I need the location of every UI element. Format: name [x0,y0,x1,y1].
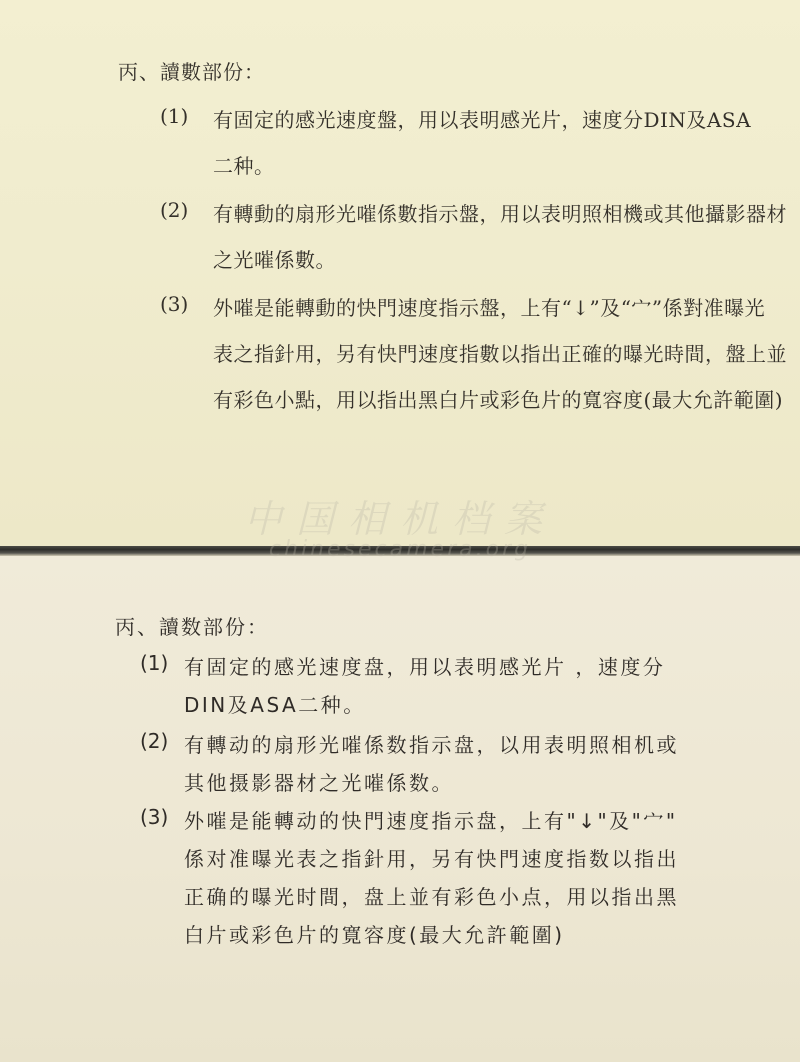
item-number: (2) [140,729,169,753]
item-line: 之光嗺係數。 [213,248,336,272]
section-heading: 丙、讀数部份： [115,615,269,639]
item-line: 白片或彩色片的寛容度(最大允許範圍) [184,923,565,947]
item-number: (3) [140,805,169,829]
item-line: 有固定的感光速度盤，用以表明感光片，速度分DIN及ASA [213,108,752,132]
item-line: 二种。 [213,154,275,178]
item-line: 有轉动的扇形光嗺係数指示盘，以用表明照相机或 [184,733,679,757]
item-line: 表之指針用，另有快門速度指數以指出正確的曝光時間，盤上並 [213,342,787,366]
page-seam [0,546,800,556]
item-number: (2) [160,198,189,222]
item-line: 外嗺是能轉動的快門速度指示盤，上有“↓”及“宀”係對准曝光 [213,296,766,320]
document-page-bottom [0,556,800,1062]
section-heading: 丙、讀數部份： [118,60,265,84]
item-line: 有轉動的扇形光嗺係數指示盤，用以表明照相機或其他攝影器材 [213,202,787,226]
item-line: 係对准曝光表之指針用，另有快門速度指数以指出 [184,847,679,871]
item-number: (1) [140,651,169,675]
item-line: 外嗺是能轉动的快門速度指示盘，上有"↓"及"宀" [184,809,678,833]
item-line: DIN及ASA二种。 [184,693,366,717]
item-number: (3) [160,292,189,316]
item-line: 有固定的感光速度盘，用以表明感光片 ，速度分 [184,655,666,679]
item-line: 其他摄影器材之光嗺係数。 [184,771,454,795]
watermark-chinese: 中国相机档案 [243,497,556,541]
item-line: 有彩色小點，用以指出黑白片或彩色片的寬容度(最大允許範圍) [213,388,784,412]
item-number: (1) [160,104,189,128]
item-line: 正确的曝光时間，盘上並有彩色小点，用以指出黑 [184,885,679,909]
watermark-english: chinesecamera.org [268,537,532,562]
